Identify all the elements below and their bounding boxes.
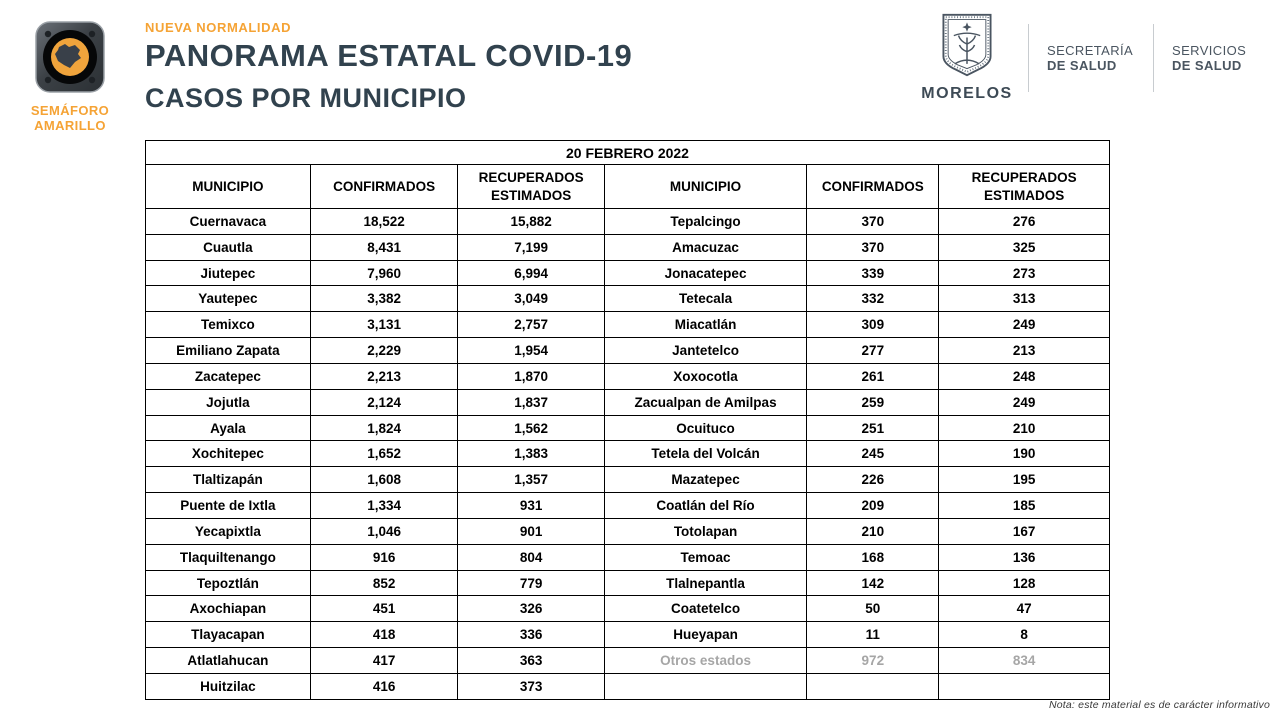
- value-cell: 972: [807, 648, 939, 674]
- secretaria-line1: SECRETARÍA: [1047, 42, 1134, 58]
- org-bar: [912, 10, 1272, 105]
- value-cell: 931: [458, 493, 605, 519]
- municipality-cell: Zacatepec: [146, 363, 311, 389]
- table-row: [146, 493, 1110, 519]
- value-cell: 251: [807, 415, 939, 441]
- value-cell: 336: [458, 622, 605, 648]
- semaforo-badge: [30, 20, 110, 133]
- municipality-cell: Tepoztlán: [146, 570, 311, 596]
- value-cell: 249: [939, 389, 1110, 415]
- value-cell: 18,522: [310, 209, 457, 235]
- value-cell: 1,824: [310, 415, 457, 441]
- table-row: [146, 544, 1110, 570]
- municipality-cell: Coatetelco: [604, 596, 806, 622]
- municipality-cell: Jojutla: [146, 389, 311, 415]
- table-row: [146, 234, 1110, 260]
- municipality-cell: Axochiapan: [146, 596, 311, 622]
- value-cell: 50: [807, 596, 939, 622]
- municipality-cell: Tetecala: [604, 286, 806, 312]
- value-cell: 325: [939, 234, 1110, 260]
- value-cell: 276: [939, 209, 1110, 235]
- value-cell: 1,652: [310, 441, 457, 467]
- cases-table-wrap: [145, 140, 1110, 700]
- value-cell: 2,757: [458, 312, 605, 338]
- municipality-cell: Totolapan: [604, 518, 806, 544]
- value-cell: 7,960: [310, 260, 457, 286]
- morelos-coat-of-arms-icon: [938, 65, 996, 82]
- table-row: [146, 518, 1110, 544]
- value-cell: 339: [807, 260, 939, 286]
- semaforo-label-line2: AMARILLO: [34, 118, 106, 133]
- value-cell: 1,334: [310, 493, 457, 519]
- value-cell: 142: [807, 570, 939, 596]
- municipality-cell: Tlayacapan: [146, 622, 311, 648]
- value-cell: 326: [458, 596, 605, 622]
- column-header: MUNICIPIO: [146, 165, 311, 209]
- value-cell: 249: [939, 312, 1110, 338]
- value-cell: 416: [310, 673, 457, 699]
- municipality-cell: Hueyapan: [604, 622, 806, 648]
- municipality-cell: Yecapixtla: [146, 518, 311, 544]
- table-row: [146, 209, 1110, 235]
- cases-table: [145, 140, 1110, 700]
- municipality-cell: Mazatepec: [604, 467, 806, 493]
- value-cell: 1,383: [458, 441, 605, 467]
- servicios-line2: DE SALUD: [1172, 57, 1242, 73]
- value-cell: 226: [807, 467, 939, 493]
- municipality-cell: [604, 673, 806, 699]
- value-cell: 852: [310, 570, 457, 596]
- value-cell: 8,431: [310, 234, 457, 260]
- value-cell: 6,994: [458, 260, 605, 286]
- servicios-line1: SERVICIOS: [1172, 42, 1247, 58]
- servicios-de-salud-wordmark: [1160, 43, 1272, 73]
- municipality-cell: Puente de Ixtla: [146, 493, 311, 519]
- footer-note: Nota: este material es de carácter informativo: [1048, 699, 1270, 711]
- semaforo-label-line1: SEMÁFORO: [30, 103, 110, 118]
- value-cell: 1,870: [458, 363, 605, 389]
- value-cell: 370: [807, 234, 939, 260]
- value-cell: 1,837: [458, 389, 605, 415]
- value-cell: 190: [939, 441, 1110, 467]
- municipality-cell: Coatlán del Río: [604, 493, 806, 519]
- headline-block: [145, 20, 632, 114]
- municipality-cell: Miacatlán: [604, 312, 806, 338]
- municipality-cell: Tlaltizapán: [146, 467, 311, 493]
- value-cell: 209: [807, 493, 939, 519]
- org-divider: [1153, 24, 1154, 92]
- value-cell: 3,131: [310, 312, 457, 338]
- column-header: CONFIRMADOS: [807, 165, 939, 209]
- value-cell: 7,199: [458, 234, 605, 260]
- municipality-cell: Tetela del Volcán: [604, 441, 806, 467]
- value-cell: 916: [310, 544, 457, 570]
- value-cell: 1,608: [310, 467, 457, 493]
- municipality-cell: Temixco: [146, 312, 311, 338]
- value-cell: 261: [807, 363, 939, 389]
- municipality-cell: Emiliano Zapata: [146, 338, 311, 364]
- org-divider: [1028, 24, 1029, 92]
- table-body: [146, 141, 1110, 700]
- table-row: [146, 363, 1110, 389]
- eyebrow-text: NUEVA NORMALIDAD: [145, 20, 292, 35]
- column-header: MUNICIPIO: [604, 165, 806, 209]
- value-cell: 417: [310, 648, 457, 674]
- municipality-cell: Xochitepec: [146, 441, 311, 467]
- value-cell: 8: [939, 622, 1110, 648]
- morelos-logo: [912, 12, 1022, 103]
- value-cell: 273: [939, 260, 1110, 286]
- morelos-logo-label: MORELOS: [921, 85, 1013, 102]
- table-row: [146, 673, 1110, 699]
- value-cell: 3,049: [458, 286, 605, 312]
- value-cell: 1,562: [458, 415, 605, 441]
- table-row: [146, 312, 1110, 338]
- value-cell: 451: [310, 596, 457, 622]
- table-row: [146, 596, 1110, 622]
- table-row: [146, 389, 1110, 415]
- value-cell: 167: [939, 518, 1110, 544]
- value-cell: 370: [807, 209, 939, 235]
- value-cell: 259: [807, 389, 939, 415]
- value-cell: 418: [310, 622, 457, 648]
- value-cell: 309: [807, 312, 939, 338]
- value-cell: 313: [939, 286, 1110, 312]
- value-cell: 277: [807, 338, 939, 364]
- municipality-cell: Jantetelco: [604, 338, 806, 364]
- value-cell: 332: [807, 286, 939, 312]
- value-cell: 779: [458, 570, 605, 596]
- municipality-cell: Atlatlahucan: [146, 648, 311, 674]
- value-cell: 210: [939, 415, 1110, 441]
- table-row: [146, 260, 1110, 286]
- value-cell: 11: [807, 622, 939, 648]
- table-row: [146, 467, 1110, 493]
- secretaria-line2: DE SALUD: [1047, 57, 1117, 73]
- value-cell: 2,229: [310, 338, 457, 364]
- page-subtitle: CASOS POR MUNICIPIO: [145, 83, 467, 113]
- table-row: [146, 286, 1110, 312]
- value-cell: 1,954: [458, 338, 605, 364]
- value-cell: 136: [939, 544, 1110, 570]
- table-row: [146, 648, 1110, 674]
- value-cell: 128: [939, 570, 1110, 596]
- value-cell: 804: [458, 544, 605, 570]
- municipality-cell: Tlaquiltenango: [146, 544, 311, 570]
- value-cell: 168: [807, 544, 939, 570]
- table-date-header: 20 FEBRERO 2022: [146, 141, 1110, 165]
- value-cell: 363: [458, 648, 605, 674]
- municipality-cell: Temoac: [604, 544, 806, 570]
- municipality-cell: Ocuituco: [604, 415, 806, 441]
- table-row: [146, 415, 1110, 441]
- value-cell: [807, 673, 939, 699]
- value-cell: 47: [939, 596, 1110, 622]
- value-cell: 245: [807, 441, 939, 467]
- value-cell: 2,213: [310, 363, 457, 389]
- table-row: [146, 570, 1110, 596]
- value-cell: 373: [458, 673, 605, 699]
- municipality-cell: Xoxocotla: [604, 363, 806, 389]
- value-cell: 1,357: [458, 467, 605, 493]
- value-cell: 834: [939, 648, 1110, 674]
- value-cell: 213: [939, 338, 1110, 364]
- secretaria-de-salud-wordmark: [1035, 43, 1147, 73]
- value-cell: 195: [939, 467, 1110, 493]
- value-cell: 210: [807, 518, 939, 544]
- column-header: CONFIRMADOS: [310, 165, 457, 209]
- municipality-cell: Ayala: [146, 415, 311, 441]
- table-row: [146, 622, 1110, 648]
- table-row: [146, 338, 1110, 364]
- municipality-cell: Huitzilac: [146, 673, 311, 699]
- value-cell: 185: [939, 493, 1110, 519]
- table-row: [146, 441, 1110, 467]
- column-header: RECUPERADOS ESTIMADOS: [458, 165, 605, 209]
- value-cell: 901: [458, 518, 605, 544]
- value-cell: 1,046: [310, 518, 457, 544]
- municipality-cell: Cuernavaca: [146, 209, 311, 235]
- municipality-cell: Jonacatepec: [604, 260, 806, 286]
- table-header-row: [146, 165, 1110, 209]
- municipality-cell: Jiutepec: [146, 260, 311, 286]
- column-header: RECUPERADOS ESTIMADOS: [939, 165, 1110, 209]
- municipality-cell: Zacualpan de Amilpas: [604, 389, 806, 415]
- municipality-cell: Otros estados: [604, 648, 806, 674]
- municipality-cell: Tlalnepantla: [604, 570, 806, 596]
- municipality-cell: Yautepec: [146, 286, 311, 312]
- page-title: PANORAMA ESTATAL COVID-19: [145, 38, 633, 73]
- semaforo-amarillo-icon: [34, 81, 106, 98]
- value-cell: 15,882: [458, 209, 605, 235]
- municipality-cell: Amacuzac: [604, 234, 806, 260]
- value-cell: 3,382: [310, 286, 457, 312]
- municipality-cell: Cuautla: [146, 234, 311, 260]
- value-cell: 2,124: [310, 389, 457, 415]
- municipality-cell: Tepalcingo: [604, 209, 806, 235]
- value-cell: 248: [939, 363, 1110, 389]
- value-cell: [939, 673, 1110, 699]
